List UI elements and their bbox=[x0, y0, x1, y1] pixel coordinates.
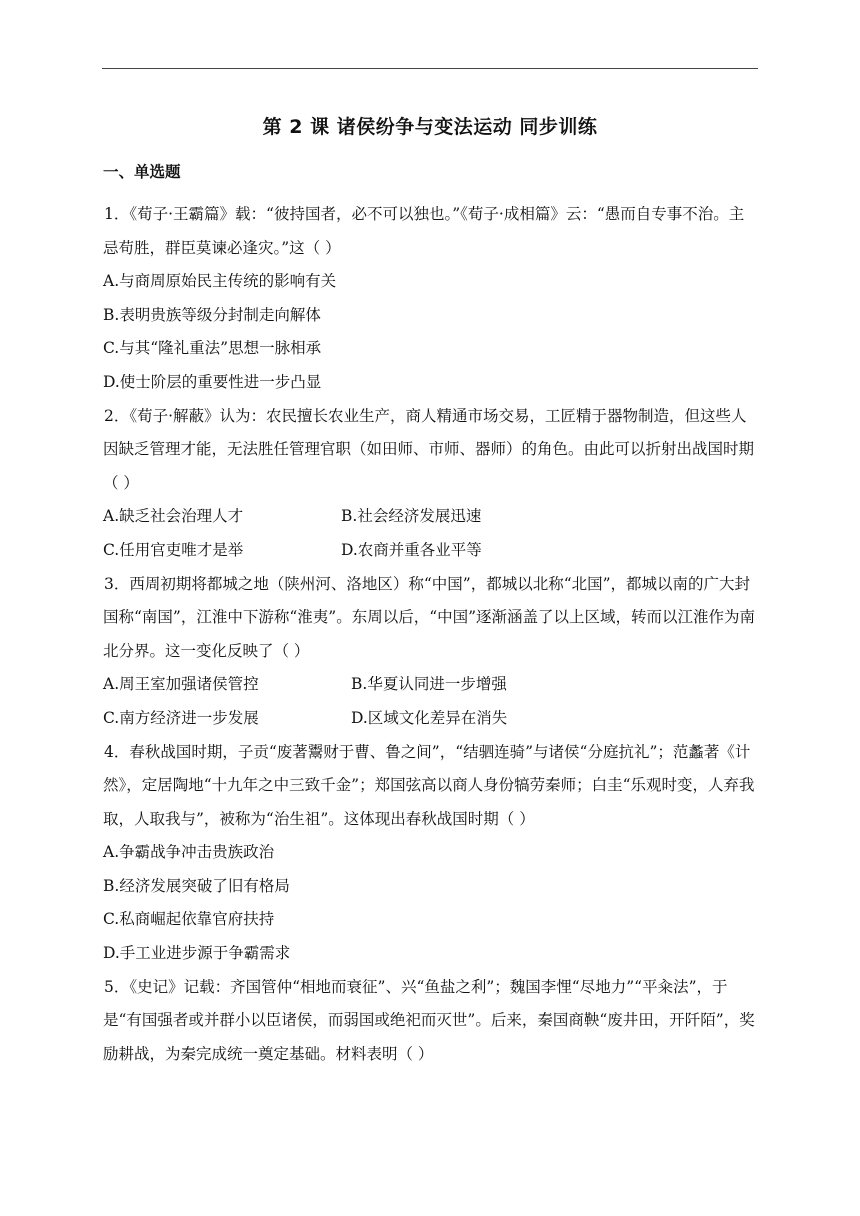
question-stem: 1．《荀子·王霸篇》载：“彼持国者，必不可以独也。”《荀子·成相篇》云：“愚而自专事不治。主忌苟胜，群臣莫谏必逢灾。”这（ ） bbox=[103, 205, 745, 257]
option-b: B.华夏认同进一步增强 bbox=[351, 675, 507, 694]
option-row bbox=[103, 534, 758, 568]
question-4 bbox=[103, 736, 758, 971]
option-d: D.农商并重各业平等 bbox=[341, 540, 482, 559]
question-list bbox=[103, 198, 758, 1071]
option-row bbox=[103, 702, 758, 736]
option-d: D.区域文化差异在消失 bbox=[351, 708, 508, 727]
option-row bbox=[103, 668, 758, 702]
question-stem: 5．《史记》记载：齐国管仲“相地而衰征”、兴“鱼盐之利”；魏国李悝“尽地力”“平籴法”，于是“有国强者或并群小以臣诸侯，而弱国或绝祀而灭世”。后来，秦国商鞅“废井田，开阡陌”，奖励耕战，为秦完成统一奠定基础。材料表明（ ） bbox=[103, 977, 755, 1063]
question-1 bbox=[103, 198, 758, 400]
option-row bbox=[103, 500, 758, 534]
page-title: 第 2 课 诸侯纷争与变法运动 同步训练 bbox=[262, 116, 598, 138]
option-b: B.社会经济发展迅速 bbox=[341, 507, 482, 526]
question-stem: 4．春秋战国时期，子贡“废著鬻财于曹、鲁之间”，“结驷连骑”与诸侯“分庭抗礼”；范蠡著《计然》，定居陶地“十九年之中三致千金”；郑国弦高以商人身份犒劳秦师；白圭“乐观时变，人弃我取，人取我与”，被称为“治生祖”。这体现出春秋战国时期（ ） bbox=[103, 742, 755, 828]
option-c: C.私商崛起依靠官府扶持 bbox=[103, 910, 275, 929]
option-c: C.南方经济进一步发展 bbox=[103, 708, 259, 727]
question-2 bbox=[103, 400, 758, 568]
option-c: C.与其“隆礼重法”思想一脉相承 bbox=[103, 339, 322, 358]
option-c: C.任用官吏唯才是举 bbox=[103, 540, 244, 559]
question-5 bbox=[103, 971, 758, 1072]
option-a: A.与商周原始民主传统的影响有关 bbox=[103, 272, 337, 291]
question-stem: 2．《荀子·解蔽》认为：农民擅长农业生产，商人精通市场交易，工匠精于器物制造，但这些人因缺乏管理才能，无法胜任管理官职（如田师、市师、器师）的角色。由此可以折射出战国时期（ ） bbox=[103, 406, 755, 492]
option-b: B.表明贵族等级分封制走向解体 bbox=[103, 305, 321, 324]
section-heading: 一、单选题 bbox=[103, 163, 181, 181]
option-d: D.使士阶层的重要性进一步凸显 bbox=[103, 372, 322, 391]
option-d: D.手工业进步源于争霸需求 bbox=[103, 944, 291, 963]
option-a: A.周王室加强诸侯管控 bbox=[103, 675, 259, 694]
option-a: A.缺乏社会治理人才 bbox=[103, 507, 244, 526]
option-b: B.经济发展突破了旧有格局 bbox=[103, 876, 290, 895]
question-stem: 3．西周初期将都城之地（陕州河、洛地区）称“中国”，都城以北称“北国”，都城以南的广大封国称“南国”，江淮中下游称“淮夷”。东周以后，“中国”逐渐涵盖了以上区域，转而以江淮作为南北分界。这一变化反映了（ ） bbox=[103, 574, 756, 660]
question-3 bbox=[103, 568, 758, 736]
header-rule bbox=[102, 68, 758, 69]
option-a: A.争霸战争冲击贵族政治 bbox=[103, 843, 275, 862]
